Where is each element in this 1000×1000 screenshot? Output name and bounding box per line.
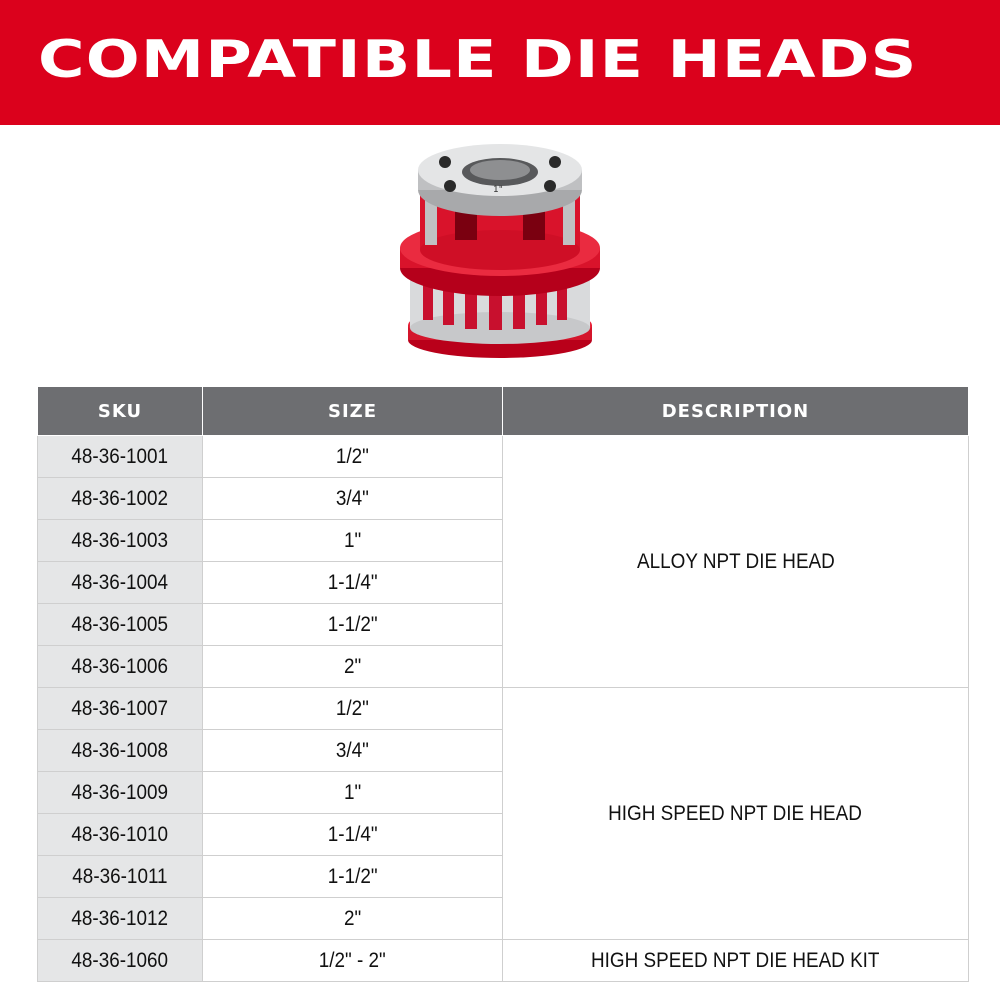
table-header-row [38, 387, 969, 436]
sku-cell: 48-36-1001 [38, 436, 203, 478]
size-cell: 1/2" - 2" [203, 940, 503, 982]
size-cell: 1-1/4" [203, 562, 503, 604]
size-cell: 1-1/2" [203, 856, 503, 898]
sku-cell: 48-36-1004 [38, 562, 203, 604]
size-engraving: 1" [493, 185, 503, 195]
size-cell: 1/2" [203, 436, 503, 478]
sku-cell: 48-36-1008 [38, 730, 203, 772]
sku-cell: 48-36-1011 [38, 856, 203, 898]
size-cell: 1-1/4" [203, 814, 503, 856]
size-cell: 3/4" [203, 478, 503, 520]
description-cell-high-speed: HIGH SPEED NPT DIE HEAD [503, 688, 969, 940]
size-cell: 1/2" [203, 688, 503, 730]
size-cell: 3/4" [203, 730, 503, 772]
size-cell: 1" [203, 772, 503, 814]
sku-cell: 48-36-1003 [38, 520, 203, 562]
die-head-product-image [395, 140, 605, 365]
sku-cell: 48-36-1007 [38, 688, 203, 730]
sku-cell: 48-36-1010 [38, 814, 203, 856]
size-cell: 2" [203, 898, 503, 940]
sku-cell: 48-36-1006 [38, 646, 203, 688]
page-title: COMPATIBLE DIE HEADS [38, 30, 918, 90]
sku-cell: 48-36-1060 [38, 940, 203, 982]
column-header-size: SIZE [203, 387, 503, 436]
size-cell: 1-1/2" [203, 604, 503, 646]
column-header-sku: SKU [38, 387, 203, 436]
title-banner [0, 0, 1000, 125]
size-cell: 2" [203, 646, 503, 688]
sku-cell: 48-36-1009 [38, 772, 203, 814]
column-header-description: DESCRIPTION [503, 387, 969, 436]
die-head-icon [395, 140, 605, 365]
table-row [38, 688, 969, 730]
size-cell: 1" [203, 520, 503, 562]
sku-cell: 48-36-1012 [38, 898, 203, 940]
table-row [38, 940, 969, 982]
die-heads-table [37, 387, 969, 982]
description-cell-kit: HIGH SPEED NPT DIE HEAD KIT [503, 940, 969, 982]
description-cell-alloy: ALLOY NPT DIE HEAD [503, 436, 969, 688]
sku-cell: 48-36-1002 [38, 478, 203, 520]
table-row [38, 436, 969, 478]
sku-cell: 48-36-1005 [38, 604, 203, 646]
